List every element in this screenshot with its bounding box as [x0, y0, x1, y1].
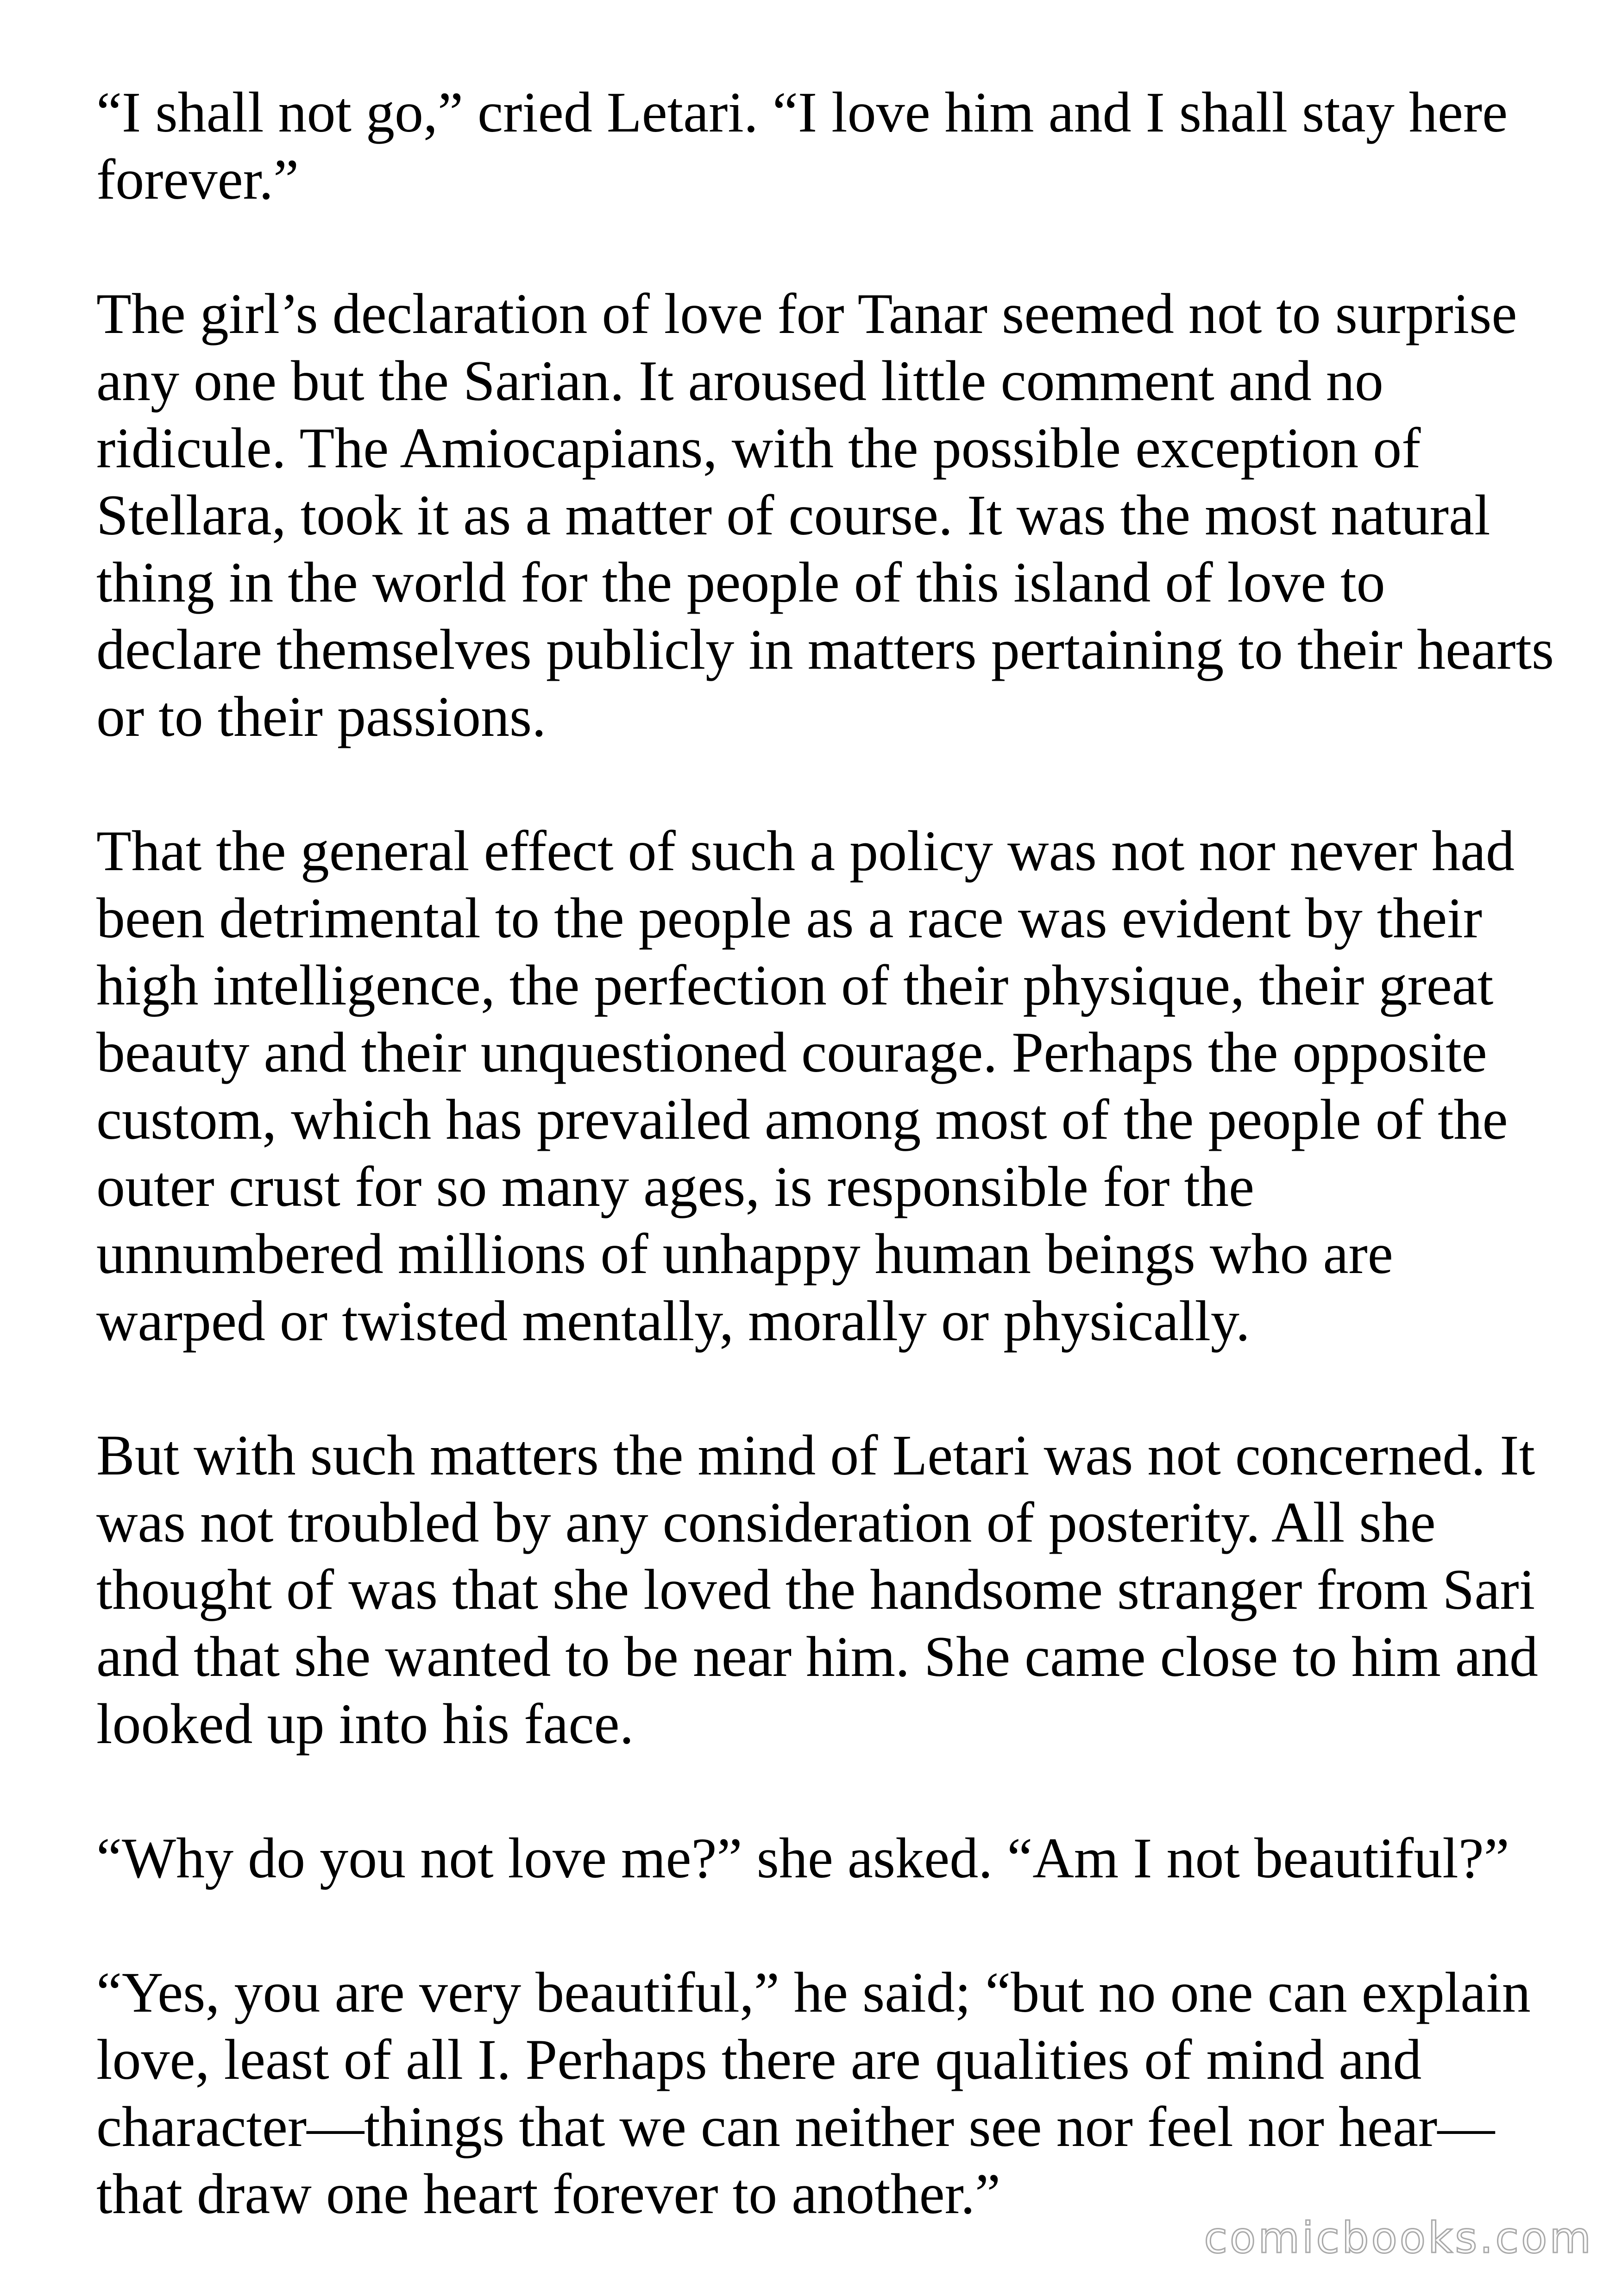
paragraph-2: The girl’s declaration of love for Tanar seemed not to surprise any one but the Sarian. It aroused little comment and no ridicule. The Amiocapians, with the possible exception of Stellara, took it as a matter of course. It was the most natural thing in the world for the people of this island of love to declare themselves publicly in matters pertaining to their hearts or to their passions.: [96, 282, 1554, 748]
paragraph-5: “Why do you not love me?” she asked. “Am I not beautiful?”: [96, 1826, 1509, 1890]
page-body-text: [96, 79, 1555, 2295]
paragraph-6: “Yes, you are very beautiful,” he said; “but no one can explain love, least of all I. Perhaps there are qualities of mind and character—things that we can neither see nor feel nor hear—that draw one heart forever to another.”: [96, 1961, 1531, 2226]
paragraph-4: But with such matters the mind of Letari was not concerned. It was not troubled by any consideration of posterity. All she thought of was that she loved the handsome stranger from Sari and that she wanted to be near him. She came close to him and looked up into his face.: [96, 1424, 1538, 1756]
paragraph-3: That the general effect of such a policy was not nor never had been detrimental to the people as a race was evident by their high intelligence, the perfection of their physique, their great beauty and their unquestioned courage. Perhaps the opposite custom, which has prevailed among most of the people of the outer crust for so many ages, is responsible for the unnumbered millions of unhappy human beings who are warped or twisted mentally, morally or physically.: [96, 819, 1515, 1353]
watermark-logo: comicbooks.com: [1204, 2213, 1593, 2263]
paragraph-1: “I shall not go,” cried Letari. “I love him and I shall stay here forever.”: [96, 81, 1508, 211]
